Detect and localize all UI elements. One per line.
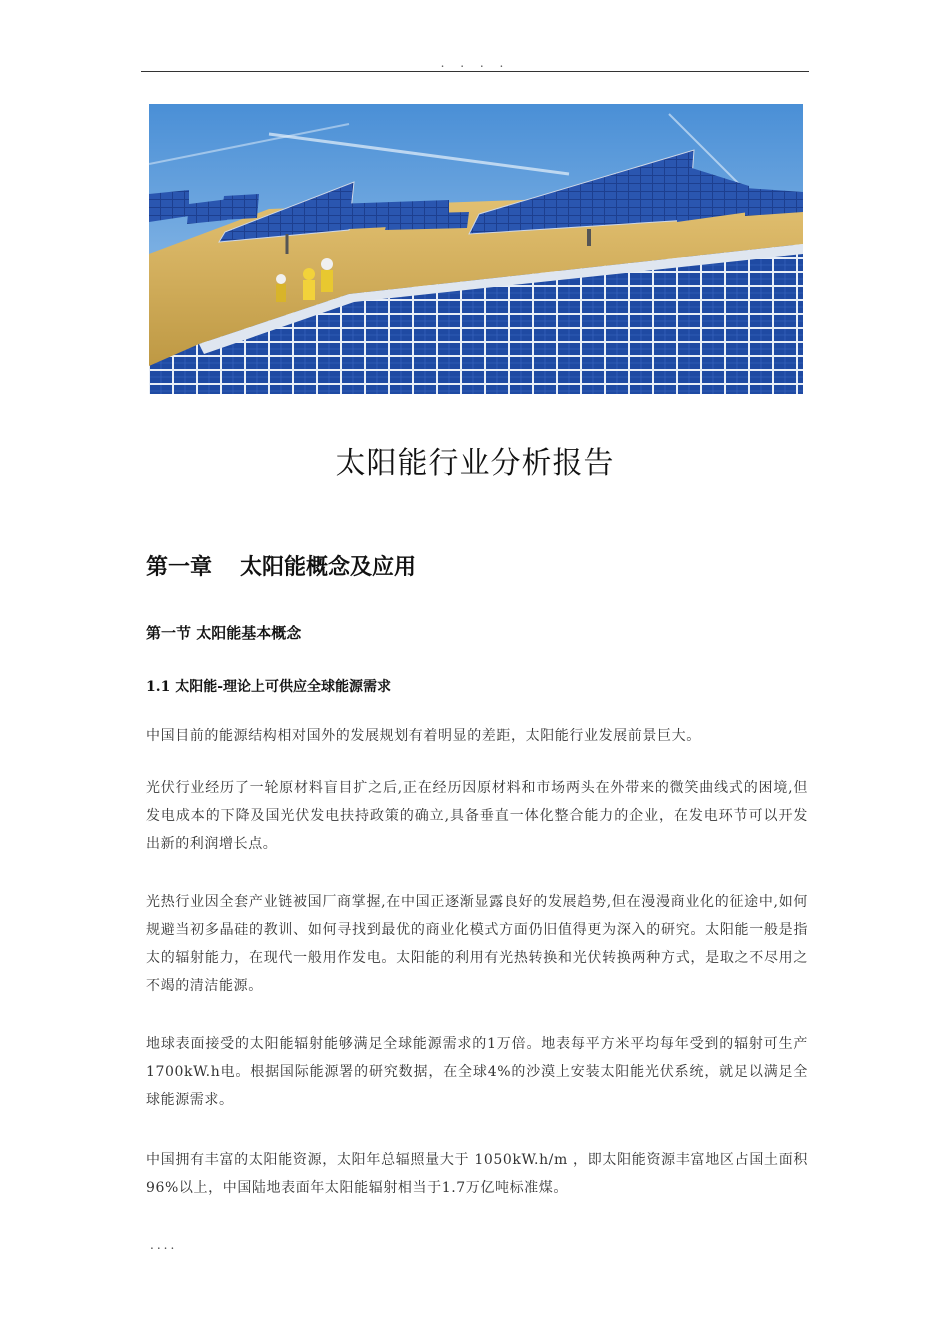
section-heading: 第一节 太阳能基本概念 — [146, 624, 302, 642]
chapter-number: 第一章 — [146, 554, 213, 580]
paragraph-1: 中国目前的能源结构相对国外的发展规划有着明显的差距，太阳能行业发展前景巨大。 — [146, 728, 701, 744]
hero-image — [149, 104, 803, 394]
footer-dots: .... — [150, 1238, 178, 1252]
chapter-heading — [146, 550, 416, 581]
subsection-heading: 1.1 太阳能-理论上可供应全球能源需求 — [146, 679, 392, 695]
paragraph-3: 光热行业因全套产业链被国厂商掌握,在中国正逐渐显露良好的发展趋势,但在漫漫商业化的征途中,如何规避当初多晶硅的教训、如何寻找到最优的商业化模式方面仍旧值得更为深入的研究。太阳能一般是指太的辐射能力，在现代一般用作发电。太阳能的利用有光热转换和光伏转换两种方式，是取之不尽用之不竭的清洁能源。 — [146, 894, 808, 994]
header-dots: . . . . — [440, 56, 510, 70]
solar-field-illustration — [149, 104, 803, 394]
document-title: 太阳能行业分析报告 — [335, 446, 615, 481]
paragraph-5: 中国拥有丰富的太阳能资源，太阳年总辐照量大于 1050kW.h/m ，即太阳能资源丰富地区占国土面积96%以上，中国陆地表面年太阳能辐射相当于1.7万亿吨标准煤。 — [146, 1152, 808, 1196]
paragraph-4: 地球表面接受的太阳能辐射能够满足全球能源需求的1万倍。地表每平方米平均每年受到的辐射可生产1700kW.h电。根据国际能源署的研究数据，在全球4%的沙漠上安装太阳能光伏系统，就足以满足全球能源需求。 — [146, 1036, 808, 1108]
header-rule — [141, 71, 809, 72]
paragraph-2: 光伏行业经历了一轮原材料盲目扩之后,正在经历因原材料和市场两头在外带来的微笑曲线式的困境,但发电成本的下降及国光伏发电扶持政策的确立,具备垂直一体化整合能力的企业，在发电环节可以开发出新的利润增长点。 — [146, 780, 808, 852]
chapter-title: 太阳能概念及应用 — [240, 554, 417, 580]
